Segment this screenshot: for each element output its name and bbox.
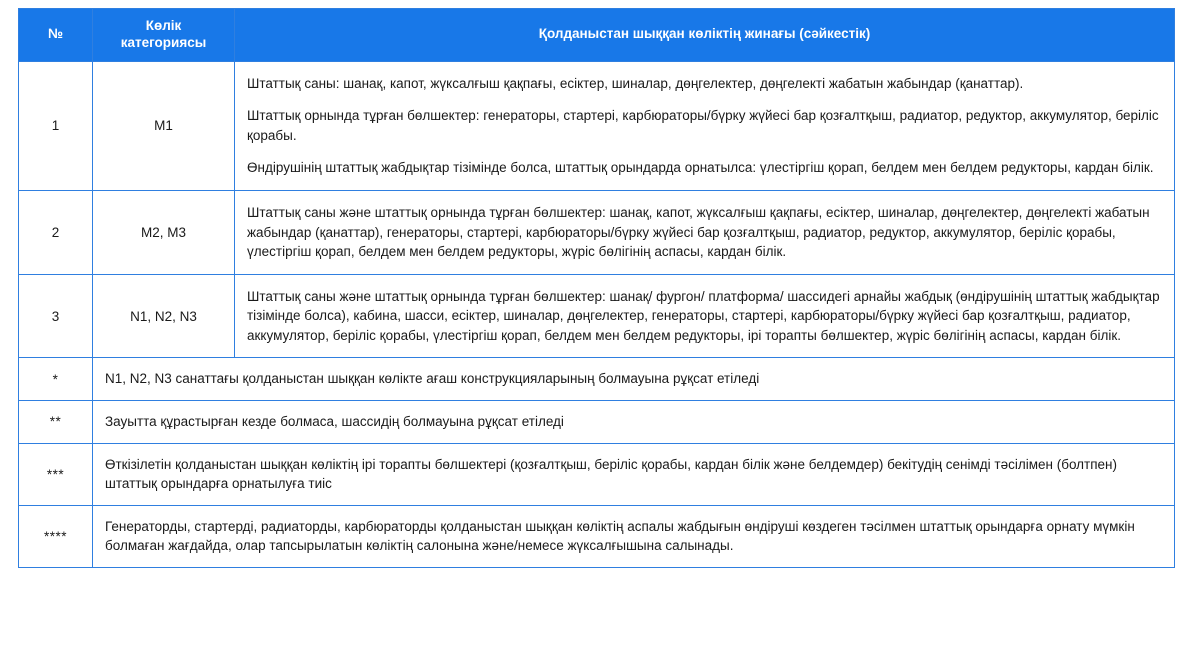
footnote-row xyxy=(19,505,1175,567)
description-paragraph: Штаттық саны және штаттық орнында тұрған бөлшектер: шанақ, капот, жүксалғыш қақпағы, есіктер, шиналар, дөңгелектер, дөңгелекті жабатын жабындар (қанаттар), генераторы, стартері, карбюраторы/бүрку жүйесі бар қозғалтқыш, радиатор, редуктор, аккумулятор, беріліс қорабы, үлестіргіш қорап, белдем мен белдем редукторы, жүріс бөлігінің аспасы, кардан білік. xyxy=(247,205,1150,260)
description-paragraph: Штаттық саны және штаттық орнында тұрған бөлшектер: шанақ/ фургон/ платформа/ шассидегі арнайы жабдық (өндірушінің штаттық жабдықтар тізімінде болса), кабина, шасси, есіктер, шиналар, дөңгелектер, генераторы, стартері, карбюраторы/бүрку жүйесі бар қозғалтқыш, радиатор, аккумулятор, беріліс қорабы, үлестіргіш қорап, белдем мен белдем редукторы, ірі торапты бөлшектер, жүріс бөлігінің аспасы, кардан білік. xyxy=(247,288,1160,343)
table-row xyxy=(19,191,1175,275)
footnote-marker: **** xyxy=(19,505,93,567)
column-header-number: № xyxy=(19,9,93,62)
row-category: M1 xyxy=(93,61,235,190)
footnote-marker: *** xyxy=(19,443,93,505)
table-header xyxy=(19,9,1175,62)
footnote-text: Өткізілетін қолданыстан шыққан көліктің ірі торапты бөлшектері (қозғалтқыш, беріліс қорабы, кардан білік және белдемдер) бекітудің сенімді тәсілімен (болтпен) штаттық орындарға орнатылуға тиіс xyxy=(93,443,1175,505)
column-header-category-line2: категориясы xyxy=(120,34,207,50)
footnote-marker: * xyxy=(19,358,93,401)
row-category: M2, M3 xyxy=(93,191,235,275)
description-paragraph: Штаттық саны: шанақ, капот, жүксалғыш қақпағы, есіктер, шиналар, дөңгелектер, дөңгелекті жабатын жабындар (қанаттар). xyxy=(247,75,1024,91)
footnote-row xyxy=(19,400,1175,443)
column-header-description: Қолданыстан шыққан көліктің жинағы (сәйкестік) xyxy=(235,9,1175,62)
footnote-text: Генераторды, стартерді, радиаторды, карбюраторды қолданыстан шыққан көліктің аспалы жабдығын өндіруші көздеген тәсілмен штаттық орындарға орнату мүмкін болмаған жағдайда, олар тапсырылатын көліктің салонына және/немесе жүксалғышына салынады. xyxy=(93,505,1175,567)
row-description xyxy=(235,274,1175,358)
footnote-marker: ** xyxy=(19,400,93,443)
row-category: N1, N2, N3 xyxy=(93,274,235,358)
table-row xyxy=(19,274,1175,358)
vehicle-completeness-table xyxy=(18,8,1175,568)
table-header-row xyxy=(19,9,1175,62)
footnote-text: Зауытта құрастырған кезде болмаса, шассидің болмауына рұқсат етіледі xyxy=(93,400,1175,443)
column-header-category xyxy=(93,9,235,62)
description-paragraph: Штаттық орнында тұрған бөлшектер: генераторы, стартері, карбюраторы/бүрку жүйесі бар қозғалтқыш, радиатор, редуктор, аккумулятор, беріліс қорабы. xyxy=(247,108,1159,143)
column-header-category-line1: Көлік xyxy=(145,18,182,33)
row-description xyxy=(235,191,1175,275)
row-number: 3 xyxy=(19,274,93,358)
footnote-row xyxy=(19,358,1175,401)
row-description xyxy=(235,61,1175,190)
row-number: 1 xyxy=(19,61,93,190)
table-row xyxy=(19,61,1175,190)
description-paragraph: Өндірушінің штаттық жабдықтар тізімінде болса, штаттық орындарда орнатылса: үлестіргіш қорап, белдем мен белдем редукторы, кардан білік. xyxy=(247,160,1154,176)
table-body xyxy=(19,61,1175,567)
row-number: 2 xyxy=(19,191,93,275)
footnote-text: N1, N2, N3 санаттағы қолданыстан шыққан көлікте ағаш конструкцияларының болмауына рұқсат етіледі xyxy=(93,358,1175,401)
footnote-row xyxy=(19,443,1175,505)
